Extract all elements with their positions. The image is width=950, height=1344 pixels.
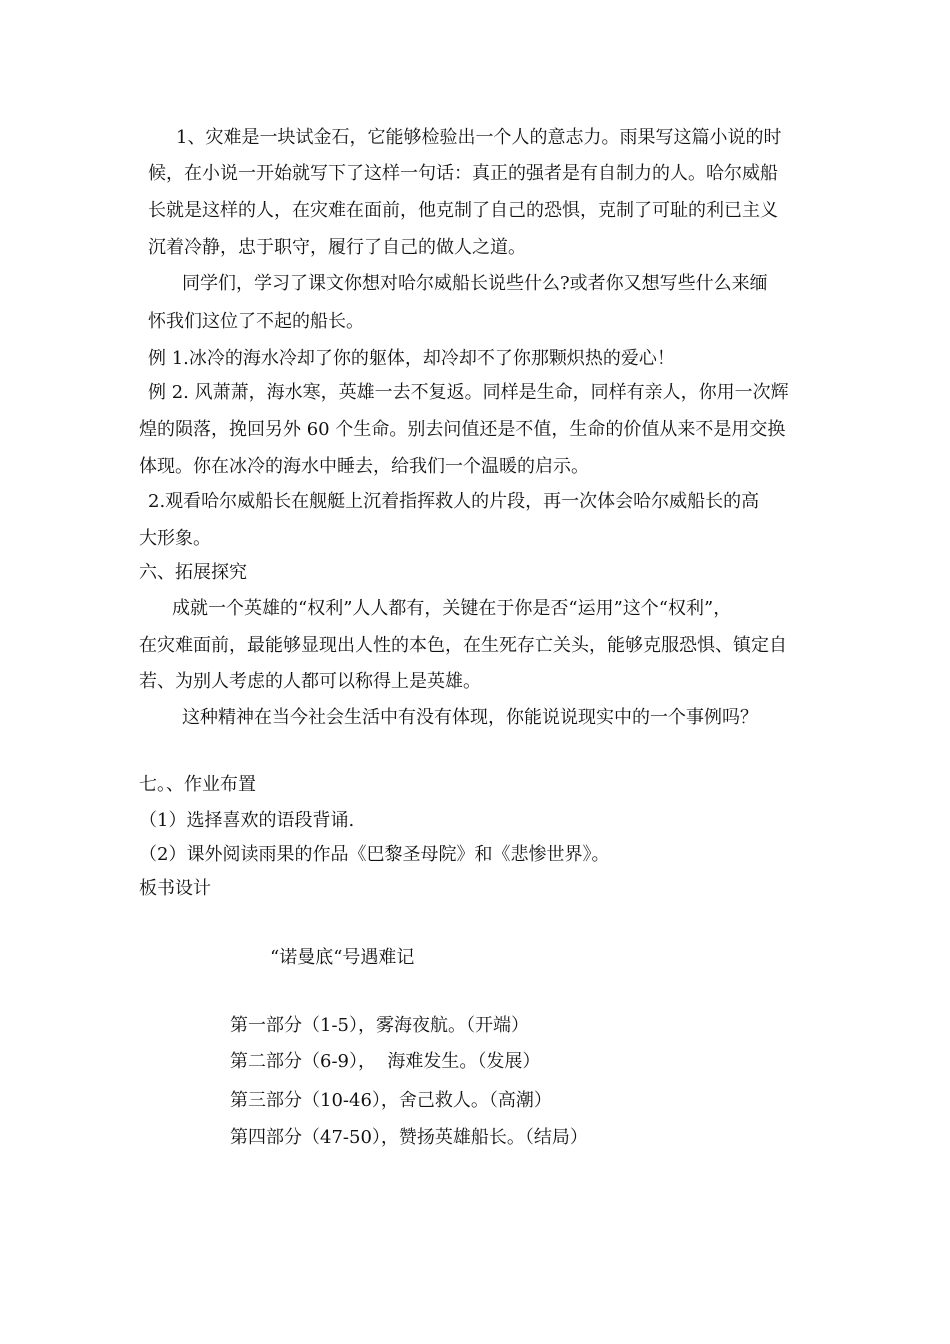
example-2-line: 煌的陨落，挽回另外 60 个生命。别去问值还是不值，生命的价值从来不是用交换 bbox=[139, 419, 786, 440]
paragraph-line: 在灾难面前，最能够显现出人性的本色，在生死存亡关头，能够克服恐惧、镇定自 bbox=[139, 635, 787, 656]
paragraph-line: 1、灾难是一块试金石，它能够检验出一个人的意志力。雨果写这篇小说的时 bbox=[176, 127, 782, 148]
section-7-heading: 七。、作业布置 bbox=[139, 774, 256, 795]
paragraph-line: 这种精神在当今社会生活中有没有体现，你能说说现实中的一个事例吗？ bbox=[182, 707, 758, 728]
paragraph-line: 2.观看哈尔威船长在舰艇上沉着指挥救人的片段，再一次体会哈尔威船长的高 bbox=[148, 491, 760, 512]
paragraph-line: 长就是这样的人，在灾难在面前，他克制了自己的恐惧，克制了可耻的利已主义 bbox=[148, 200, 778, 221]
homework-item: （2）课外阅读雨果的作品《巴黎圣母院》和《悲惨世界》。 bbox=[139, 844, 610, 865]
paragraph-line: 同学们，学习了课文你想对哈尔威船长说些什么?或者你又想写些什么来缅 bbox=[182, 273, 768, 294]
paragraph-line: 成就一个英雄的“权利”人人都有，关键在于你是否“运用”这个“权利”， bbox=[172, 598, 732, 619]
homework-item: （1）选择喜欢的语段背诵. bbox=[139, 810, 355, 831]
example-2-line: 体现。你在冰冷的海水中睡去，给我们一个温暖的启示。 bbox=[139, 456, 589, 477]
board-part: 第二部分（6-9）， 海难发生。（发展） bbox=[230, 1051, 541, 1072]
board-part: 第一部分（1-5），雾海夜航。（开端） bbox=[230, 1015, 529, 1036]
paragraph-line: 沉着冷静，忠于职守，履行了自己的做人之道。 bbox=[148, 237, 526, 258]
board-title: “诺曼底“号遇难记 bbox=[270, 947, 415, 968]
paragraph-line: 候，在小说一开始就写下了这样一句话：真正的强者是有自制力的人。哈尔威船 bbox=[148, 163, 778, 184]
board-part: 第三部分（10-46），舍己救人。（高潮） bbox=[230, 1090, 552, 1111]
paragraph-line: 大形象。 bbox=[139, 528, 211, 549]
example-1: 例 1.冰冷的海水冷却了你的躯体，却冷却不了你那颗炽热的爱心！ bbox=[148, 348, 675, 369]
board-heading: 板书设计 bbox=[139, 878, 211, 899]
paragraph-line: 若、为别人考虑的人都可以称得上是英雄。 bbox=[139, 671, 481, 692]
section-6-heading: 六、拓展探究 bbox=[139, 562, 247, 583]
example-2-line: 例 2. 风萧萧，海水寒，英雄一去不复返。同样是生命，同样有亲人，你用一次辉 bbox=[148, 382, 789, 403]
board-part: 第四部分（47-50），赞扬英雄船长。（结局） bbox=[230, 1127, 588, 1148]
paragraph-line: 怀我们这位了不起的船长。 bbox=[148, 311, 364, 332]
